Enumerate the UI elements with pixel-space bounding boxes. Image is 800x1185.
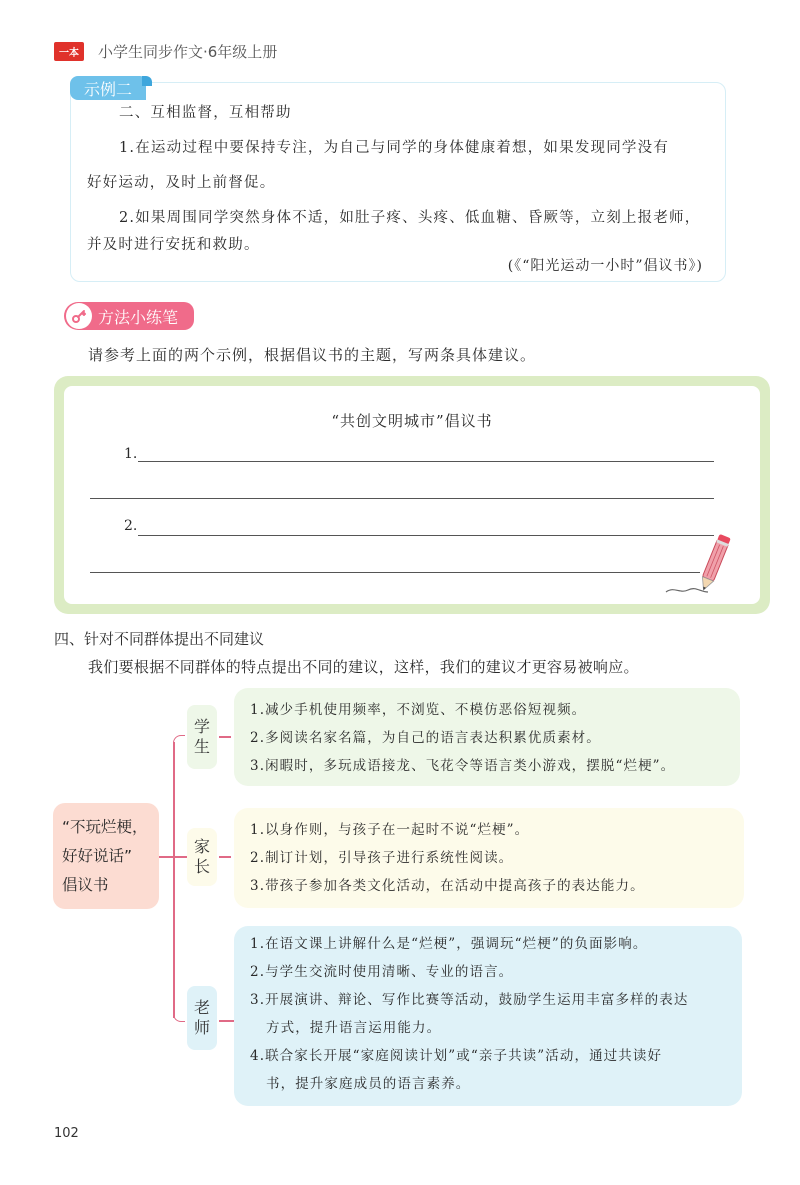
- connector-trunk: [173, 742, 175, 1018]
- label-char: 生: [193, 737, 210, 756]
- mindmap-root: [53, 803, 159, 909]
- pencil-icon: [664, 534, 734, 598]
- teacher-item-2: 2.与学生交流时使用清晰、专业的语言。: [250, 964, 514, 980]
- label-char: 老: [193, 998, 210, 1017]
- parent-item-2: 2.制订计划，引导孩子进行系统性阅读。: [250, 850, 514, 866]
- connector-bottom-curve: [173, 1008, 185, 1022]
- label-char: 家: [193, 837, 210, 856]
- connector-teachers: [219, 1020, 235, 1022]
- connector-students: [219, 736, 231, 738]
- answer-number-2: 2.: [124, 518, 138, 534]
- teacher-item-4: 4.联合家长开展“家庭阅读计划”或“亲子共读”活动，通过共读好: [250, 1048, 663, 1064]
- student-item-2: 2.多阅读名家名篇，为自己的语言表达积累优质素材。: [250, 730, 601, 746]
- example-line-3: 2.如果周围同学突然身体不适，如肚子疼、头疼、低血糖、昏厥等，立刻上报老师，: [119, 210, 701, 226]
- page-header: [54, 40, 277, 62]
- connector-parents: [219, 856, 231, 858]
- example-line-1: 1.在运动过程中要保持专注，为自己与同学的身体健康着想，如果发现同学没有: [119, 140, 670, 156]
- answer-number-1: 1.: [124, 446, 138, 462]
- group-label-parents: [187, 828, 217, 886]
- example-source: (《“阳光运动一小时”倡议书》): [507, 258, 703, 274]
- section-description: 我们要根据不同群体的特点提出不同的建议，这样，我们的建议才更容易被响应。: [88, 658, 639, 676]
- example-line-4: 并及时进行安抚和救助。: [87, 237, 260, 253]
- connector-top-curve: [173, 735, 185, 749]
- page-number: 102: [54, 1126, 79, 1141]
- root-line-3: 倡议书: [62, 876, 109, 894]
- method-tag: [64, 302, 194, 330]
- root-line-2: 好好说话”: [62, 847, 133, 865]
- key-icon: [66, 303, 92, 329]
- parent-item-3: 3.带孩子参加各类文化活动，在活动中提高孩子的表达能力。: [250, 878, 645, 894]
- exercise-instruction: 请参考上面的两个示例，根据倡议书的主题，写两条具体建议。: [88, 346, 537, 364]
- exercise-title: “共创文明城市”倡议书: [331, 412, 493, 430]
- group-label-students: [187, 705, 217, 769]
- teacher-item-1: 1.在语文课上讲解什么是“烂梗”，强调玩“烂梗”的负面影响。: [250, 936, 648, 952]
- writing-exercise-box: [54, 376, 770, 614]
- example-two-box: [70, 82, 726, 282]
- teacher-item-3-cont: 方式，提升语言运用能力。: [266, 1020, 442, 1036]
- group-label-teachers: [187, 986, 217, 1050]
- method-tag-label: 方法小练笔: [98, 307, 179, 327]
- answer-line-1b[interactable]: [90, 498, 714, 499]
- group-panel-teachers: [234, 926, 742, 1106]
- parent-item-1: 1.以身作则，与孩子在一起时不说“烂梗”。: [250, 822, 530, 838]
- answer-line-2a[interactable]: [138, 535, 714, 536]
- section-title: 四、针对不同群体提出不同建议: [54, 630, 265, 648]
- group-panel-parents: [234, 808, 744, 908]
- example-tag-label: 示例二: [83, 79, 132, 99]
- writing-area: [64, 386, 760, 604]
- example-heading: 二、互相监督，互相帮助: [119, 105, 292, 121]
- student-item-1: 1.减少手机使用频率，不浏览、不模仿恶俗短视频。: [250, 702, 587, 718]
- student-item-3: 3.闲暇时，多玩成语接龙、飞花令等语言类小游戏，摆脱“烂梗”。: [250, 758, 676, 774]
- label-char: 长: [193, 857, 210, 876]
- answer-line-1a[interactable]: [138, 461, 714, 462]
- group-panel-students: [234, 688, 740, 786]
- label-char: 学: [193, 717, 210, 736]
- book-title: 小学生同步作文·6年级上册: [98, 42, 278, 61]
- teacher-item-3: 3.开展演讲、辩论、写作比赛等活动，鼓励学生运用丰富多样的表达: [250, 992, 689, 1008]
- example-tag: [70, 76, 146, 100]
- example-line-2: 好好运动，及时上前督促。: [87, 175, 276, 191]
- answer-line-2b[interactable]: [90, 572, 700, 573]
- label-char: 师: [193, 1018, 210, 1037]
- teacher-item-4-cont: 书，提升家庭成员的语言素养。: [266, 1076, 471, 1092]
- brand-logo: 一本: [54, 42, 84, 61]
- root-line-1: “不玩烂梗，: [62, 818, 148, 836]
